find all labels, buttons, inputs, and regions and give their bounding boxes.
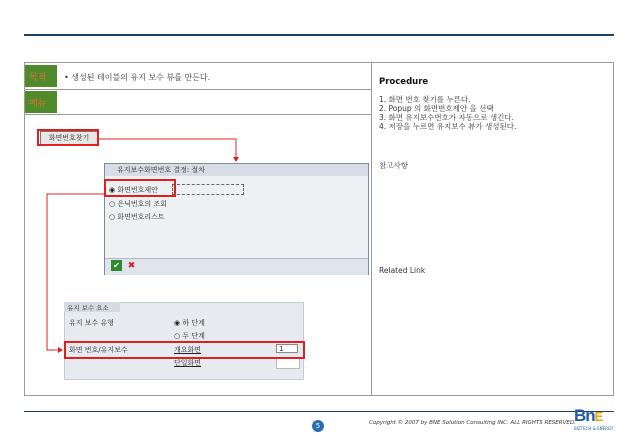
procedure-step: 1. 화면 번호 찾기를 누른다. bbox=[379, 95, 471, 104]
highlight-box bbox=[64, 341, 305, 359]
procedure-step: 4. 저장을 누르면 유지보수 뷰가 생성된다. bbox=[379, 122, 517, 131]
dialog-title: 유지보수화면번호 결정: 절차 bbox=[105, 164, 368, 176]
radio-two-level[interactable]: ○ 두 단계 bbox=[174, 332, 205, 340]
bullet: • bbox=[64, 73, 69, 82]
purpose-sentence: 생성된 테이블의 유지 보수 뷰를 만든다. bbox=[71, 73, 211, 82]
procedure-step: 3. 화면 유지보수번호가 자동으로 생긴다. bbox=[379, 113, 514, 122]
maintenance-tab[interactable]: 유지 보수 요소 bbox=[64, 302, 120, 312]
dialog-footer bbox=[105, 258, 368, 275]
procedure-title: Procedure bbox=[379, 77, 429, 87]
related-link-title: Related Link bbox=[379, 266, 426, 275]
copyright: Copyright © 2007 by BNE Solution Consulting INC. ALL RIGHTS RESERVED. bbox=[369, 420, 576, 426]
type-label: 유지 보수 유형 bbox=[69, 319, 115, 327]
radio-label: 하 단계 bbox=[182, 319, 205, 327]
dialog-option-hidden[interactable]: ○ 은닉번호의 조회 bbox=[109, 200, 167, 208]
dialog-option-list[interactable]: ○ 화면번호리스트 bbox=[109, 213, 165, 221]
cancel-icon[interactable]: ✖ bbox=[127, 260, 136, 271]
note-title: 참고사항 bbox=[379, 161, 408, 170]
radio-label: 두 단계 bbox=[182, 332, 205, 340]
option-label: 은닉번호의 조회 bbox=[117, 200, 167, 208]
footer-rule bbox=[24, 411, 614, 412]
radio-one-level[interactable]: ◉ 하 단계 bbox=[174, 319, 205, 327]
single-screen-field[interactable] bbox=[276, 358, 300, 369]
menu-label: 메뉴 bbox=[25, 91, 57, 113]
purpose-label: 목적 bbox=[25, 65, 57, 87]
option-label: 화면번호리스트 bbox=[117, 213, 165, 221]
page-number: 5 bbox=[312, 420, 324, 432]
check-icon[interactable]: ✔ bbox=[111, 260, 122, 271]
find-screen-number-button[interactable]: 화면번호찾기 bbox=[40, 131, 98, 145]
option-label: 화면번호제안 bbox=[117, 186, 158, 194]
highlight-box bbox=[104, 179, 176, 197]
dialog-option-suggest[interactable]: ◉ 화면번호제안 bbox=[109, 186, 158, 194]
company-logo: BnE bbox=[574, 406, 603, 425]
logo-subtitle: BIZTECH & ENERGY bbox=[574, 426, 614, 431]
overview-screen-field[interactable]: 1 bbox=[276, 344, 298, 353]
single-screen-link[interactable]: 단일화면 bbox=[174, 359, 202, 367]
overview-link[interactable]: 개요화면 bbox=[174, 346, 202, 354]
procedure-step: 2. Popup 의 화면번호제안 을 선택 bbox=[379, 104, 494, 113]
focus-outline bbox=[172, 184, 244, 195]
screen-number-label: 화면 번호/유지보수 bbox=[69, 346, 128, 354]
